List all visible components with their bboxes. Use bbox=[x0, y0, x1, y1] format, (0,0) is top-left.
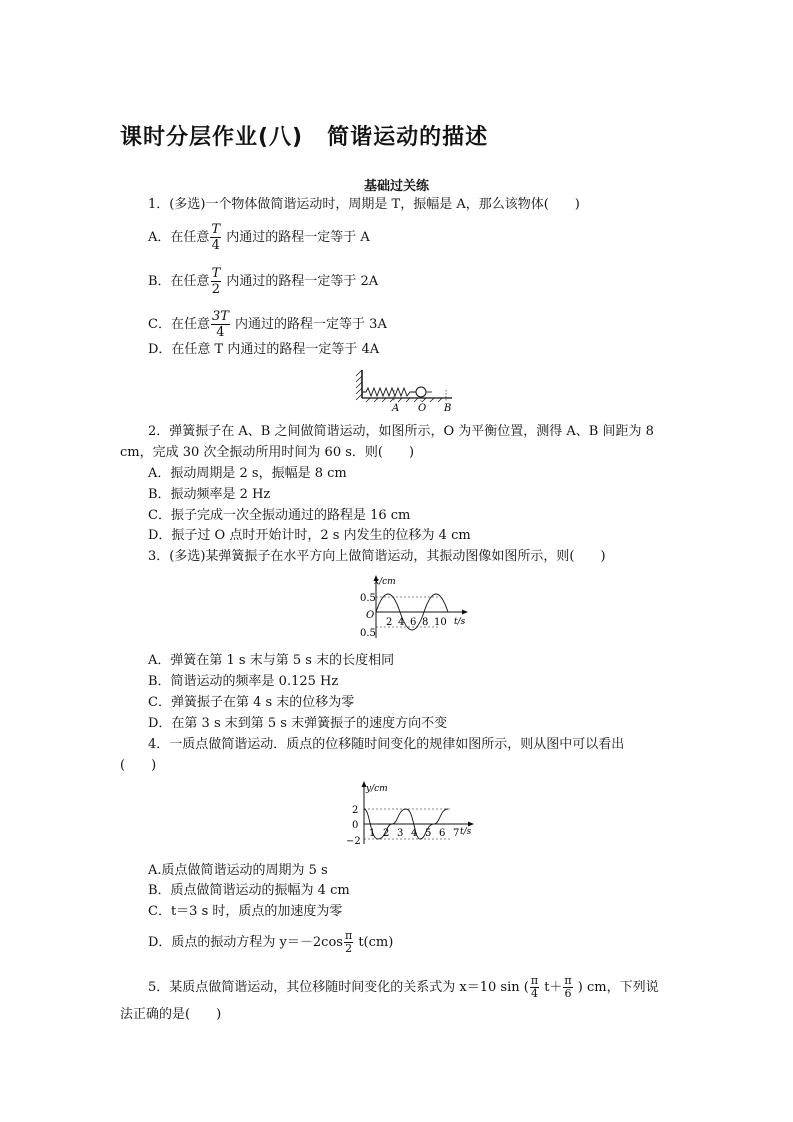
graph3-tick-2: 2 bbox=[383, 828, 390, 839]
q3-option-a: A．弹簧在第 1 s 末与第 5 s 末的长度相同 bbox=[148, 653, 395, 668]
graph3-xlabel: t/s bbox=[460, 827, 472, 837]
fraction: $\frac{\pi}{6}$ bbox=[564, 974, 572, 1000]
q3-option-d: D．在第 3 s 末到第 5 s 末弹簧振子的速度方向不变 bbox=[148, 716, 448, 731]
graph3-yzero: 0 bbox=[352, 820, 359, 831]
y-t-graph bbox=[340, 778, 480, 848]
q4-option-a: A.质点做简谐运动的周期为 5 s bbox=[148, 863, 328, 878]
q4-stem-line2: ( ) bbox=[120, 758, 157, 773]
graph2-tick-8: 8 bbox=[422, 617, 429, 628]
q4-option-b: B．质点做简谐运动的振幅为 4 cm bbox=[148, 883, 350, 898]
q4-option-d: D．质点的振动方程为 y＝－2cos $\frac{\pi}{2}$ t(cm) bbox=[148, 929, 394, 955]
spring-oscillator-figure bbox=[352, 368, 462, 414]
graph2-tick-4: 4 bbox=[398, 617, 405, 628]
section-heading: 基础过关练 bbox=[363, 179, 429, 194]
graph2-ybottom: 0.5 bbox=[360, 628, 376, 639]
q4-stem-line1: 4．一质点做简谐运动．质点的位移随时间变化的规律如图所示，则从图中可以看出 bbox=[148, 737, 625, 752]
graph2-tick-2: 2 bbox=[386, 617, 393, 628]
graph3-tick-7: 7 bbox=[453, 828, 460, 839]
x-t-graph bbox=[356, 572, 474, 642]
q4-option-c: C．t＝3 s 时，质点的加速度为零 bbox=[148, 904, 343, 919]
graph3-tick-1: 1 bbox=[369, 828, 376, 839]
q2-option-b: B．振动频率是 2 Hz bbox=[148, 487, 271, 502]
q1-option-c: C．在任意 $\frac{3T}{4}$ 内通过的路程一定等于 3A bbox=[148, 309, 387, 340]
q2-option-c: C．振子完成一次全振动通过的路程是 16 cm bbox=[148, 508, 411, 523]
q2-option-a: A．振动周期是 2 s，振幅是 8 cm bbox=[148, 466, 347, 481]
q5-stem-line2: 法正确的是( ) bbox=[120, 1007, 222, 1022]
graph3-tick-5: 5 bbox=[425, 828, 432, 839]
q3-stem: 3．(多选)某弹簧振子在水平方向上做简谐运动，其振动图像如图所示，则( ) bbox=[148, 549, 606, 564]
graph3-ylabel: y/cm bbox=[366, 784, 388, 794]
label-a: A bbox=[392, 403, 400, 414]
fraction: $\frac{\pi}{4}$ bbox=[530, 974, 539, 1000]
q1-option-b: B．在任意 $\frac{T}{2}$ 内通过的路程一定等于 2A bbox=[148, 266, 379, 297]
label-b: B bbox=[444, 403, 452, 414]
q1-option-a: A．在任意 $\frac{T}{4}$ 内通过的路程一定等于 A bbox=[148, 222, 370, 253]
q1-option-d: D．在任意 T 内通过的路程一定等于 4A bbox=[148, 342, 380, 357]
q2-stem-line2: cm，完成 30 次全振动所用时间为 60 s．则( ) bbox=[120, 445, 415, 460]
q3-option-c: C．弹簧振子在第 4 s 末的位移为零 bbox=[148, 695, 355, 710]
fraction: $\frac{\pi}{2}$ bbox=[344, 929, 353, 955]
fraction: $\frac{3T}{4}$ bbox=[211, 309, 229, 340]
title-sub: 简谐运动的描述 bbox=[327, 125, 489, 150]
graph3-ybottom: −2 bbox=[346, 836, 361, 847]
label-o: O bbox=[418, 403, 427, 414]
q3-option-b: B．简谐运动的频率是 0.125 Hz bbox=[148, 674, 339, 689]
graph2-ytop: 0.5 bbox=[360, 593, 376, 604]
graph3-tick-3: 3 bbox=[397, 828, 404, 839]
graph2-tick-10: 10 bbox=[434, 617, 447, 628]
q2-option-d: D．振子过 O 点时开始计时，2 s 内发生的位移为 4 cm bbox=[148, 528, 471, 543]
q1-stem: 1．(多选)一个物体做简谐运动时，周期是 T，振幅是 A，那么该物体( ) bbox=[148, 197, 580, 212]
graph2-ylabel: x/cm bbox=[374, 577, 396, 587]
fraction: $\frac{T}{2}$ bbox=[211, 266, 221, 297]
page-title bbox=[120, 120, 488, 151]
graph2-origin: O bbox=[366, 610, 375, 621]
graph3-ytop: 2 bbox=[352, 805, 359, 816]
graph3-tick-6: 6 bbox=[439, 828, 446, 839]
graph3-tick-4: 4 bbox=[411, 828, 418, 839]
q2-stem-line1: 2．弹簧振子在 A、B 之间做简谐运动，如图所示，O 为平衡位置，测得 A、B 间距为 8 bbox=[148, 424, 654, 439]
graph2-tick-6: 6 bbox=[410, 617, 417, 628]
fraction: $\frac{T}{4}$ bbox=[211, 222, 221, 253]
q5-stem-line1: 5．某质点做简谐运动，其位移随时间变化的关系式为 x＝10 sin ( $\frac{\pi}{4}$ t＋ $\frac{\pi}{6}$ ) cm，下列说 bbox=[148, 974, 659, 1000]
graph2-xlabel: t/s bbox=[454, 617, 466, 627]
title-main: 课时分层作业(八) bbox=[120, 125, 304, 150]
